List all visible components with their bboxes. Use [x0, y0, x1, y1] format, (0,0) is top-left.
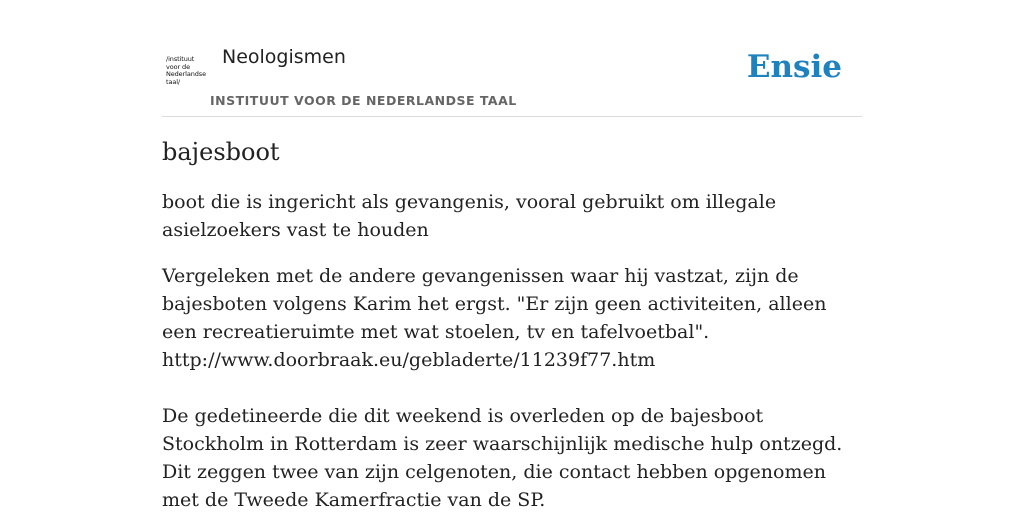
- logo-line: voor de: [166, 62, 190, 71]
- site-subtitle: INSTITUUT VOOR DE NEDERLANDSE TAAL: [210, 93, 517, 108]
- example-text: De gedetineerde die dit weekend is overleden op de bajesboot Stockholm in Rotterdam is zeer waarschijnlijk medische hulp ontzegd. Dit zeggen twee van zijn celgenoten, die contact hebben opgenomen met de Tweede Kamerfractie van de SP.: [162, 405, 843, 511]
- logo-line: taal/: [166, 77, 181, 86]
- logo-line: Nederlandse: [166, 70, 206, 78]
- logo-line: /instituut: [166, 55, 195, 63]
- site-title-link[interactable]: Neologismen: [222, 46, 346, 68]
- example-source: http://www.doorbraak.eu/gebladerte/11239f77.htm: [162, 349, 656, 371]
- site-header: [162, 40, 862, 117]
- example-quote: [162, 402, 862, 512]
- entry-headword: bajesboot: [162, 138, 280, 166]
- example-quote: [162, 262, 862, 374]
- entry-content: [162, 138, 862, 512]
- ensie-brand-link[interactable]: Ensie: [746, 49, 842, 85]
- example-text: Vergeleken met de andere gevangenissen waar hij vastzat, zijn de bajesboten volgens Karim het ergst. "Er zijn geen activiteiten, alleen een recreatieruimte met wat stoelen, tv en tafelvoetbal".: [162, 265, 827, 343]
- ivdnt-logo[interactable]: [166, 56, 208, 86]
- entry-definition: boot die is ingericht als gevangenis, vooral gebruikt om illegale asielzoekers vast te houden: [162, 191, 777, 241]
